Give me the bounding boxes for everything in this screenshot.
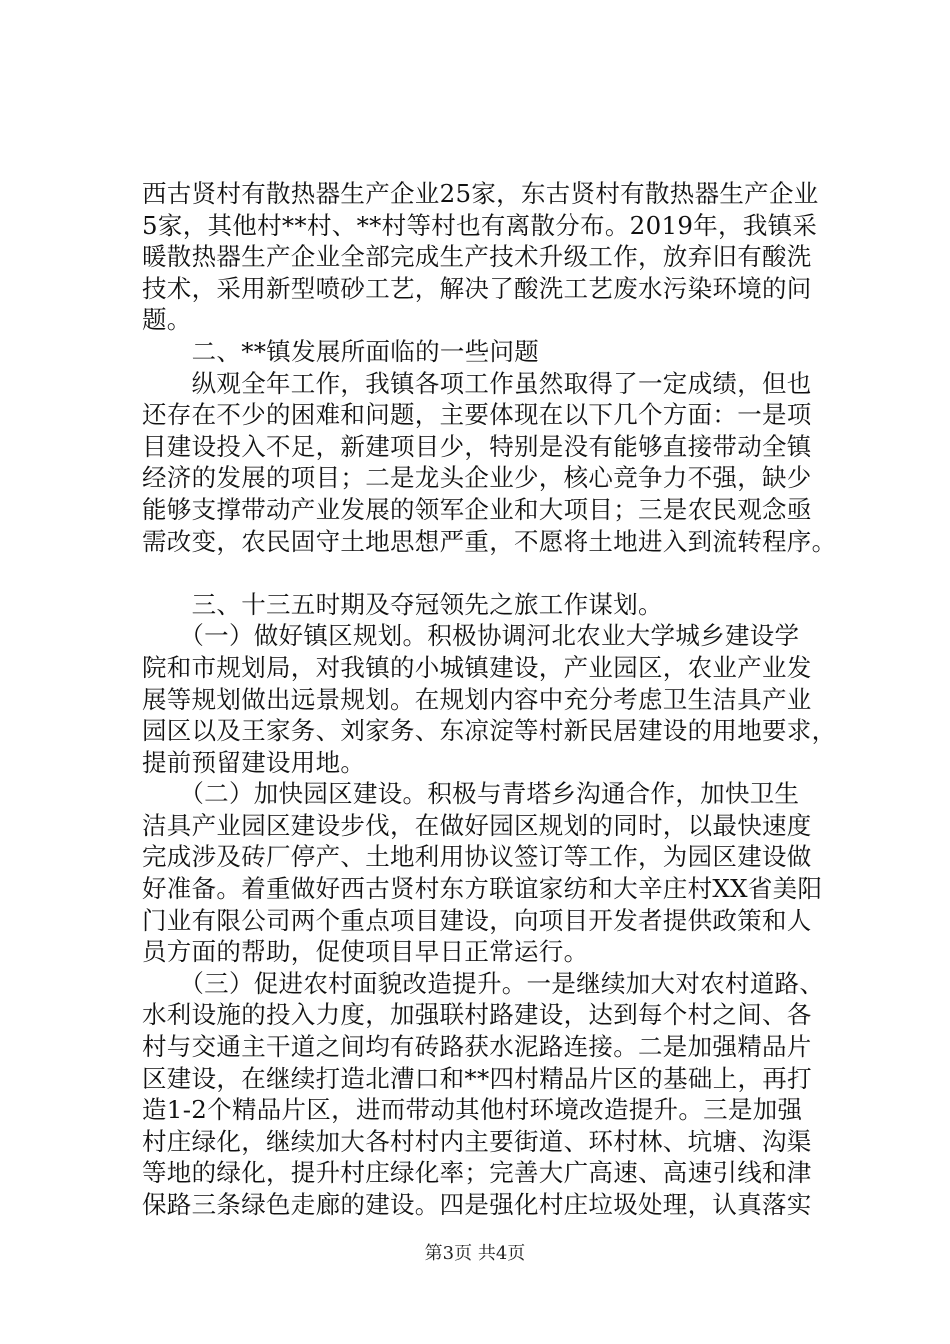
text-line: 门业有限公司两个重点项目建设，向项目开发者提供政策和人 xyxy=(142,905,812,935)
text-line: 展等规划做出远景规划。在规划内容中充分考虑卫生洁具产业 xyxy=(142,684,812,714)
text-line: 三、十三五时期及夺冠领先之旅工作谋划。 xyxy=(142,589,663,619)
text-line: 经济的发展的项目；二是龙头企业少，核心竞争力不强，缺少 xyxy=(142,463,812,493)
text-line: 洁具产业园区建设步伐，在做好园区规划的同时，以最快速度 xyxy=(142,810,812,840)
text-line: 技术，采用新型喷砂工艺，解决了酸洗工艺废水污染环境的问 xyxy=(142,273,812,303)
text-line: 造1-2个精品片区，进而带动其他村环境改造提升。三是加强 xyxy=(142,1095,803,1125)
text-line: 好准备。着重做好西古贤村东方联谊家纺和大辛庄村XX省美阳 xyxy=(142,874,823,904)
text-line: 村庄绿化，继续加大各村村内主要街道、环村林、坑塘、沟渠 xyxy=(142,1126,812,1156)
document-body xyxy=(142,178,854,1221)
text-line: 纵观全年工作，我镇各项工作虽然取得了一定成绩，但也 xyxy=(142,368,812,398)
page-footer: 第3页 共4页 xyxy=(424,1243,526,1264)
text-line: 还存在不少的困难和问题，主要体现在以下几个方面：一是项 xyxy=(142,400,812,430)
text-line: 目建设投入不足，新建项目少，特别是没有能够直接带动全镇 xyxy=(142,431,812,461)
text-line: 暖散热器生产企业全部完成生产技术升级工作，放弃旧有酸洗 xyxy=(142,242,812,272)
text-line: 员方面的帮助，促使项目早日正常运行。 xyxy=(142,937,589,967)
text-line: 能够支撑带动产业发展的领军企业和大项目；三是农民观念亟 xyxy=(142,494,812,524)
text-line: 5家，其他村**村、**村等村也有离散分布。2019年，我镇采 xyxy=(142,210,818,240)
text-line: 水利设施的投入力度，加强联村路建设，达到每个村之间、各 xyxy=(142,1000,812,1030)
text-line: 二、**镇发展所面临的一些问题 xyxy=(142,336,540,366)
text-line: 园区以及王家务、刘家务、东凉淀等村新民居建设的用地要求， xyxy=(142,716,837,746)
text-line: （二）加快园区建设。积极与青塔乡沟通合作，加快卫生 xyxy=(142,779,800,809)
text-line: 提前预留建设用地。 xyxy=(142,747,366,777)
text-line: 院和市规划局，对我镇的小城镇建设，产业园区，农业产业发 xyxy=(142,652,812,682)
text-line: （三）促进农村面貌改造提升。一是继续加大对农村道路、 xyxy=(142,968,825,998)
text-line: 等地的绿化，提升村庄绿化率；完善大广高速、高速引线和津 xyxy=(142,1158,812,1188)
text-line: 区建设，在继续打造北漕口和**四村精品片区的基础上，再打 xyxy=(142,1063,812,1093)
text-line: 需改变，农民固守土地思想严重，不愿将土地进入到流转程序。 xyxy=(142,526,837,556)
text-line: 题。 xyxy=(142,305,192,335)
text-line: 完成涉及砖厂停产、土地利用协议签订等工作，为园区建设做 xyxy=(142,842,812,872)
paragraph-gap xyxy=(142,557,854,589)
text-line: 保路三条绿色走廊的建设。四是强化村庄垃圾处理，认真落实 xyxy=(142,1190,812,1219)
text-line: 村与交通主干道之间均有砖路获水泥路连接。二是加强精品片 xyxy=(142,1032,812,1062)
text-line: （一）做好镇区规划。积极协调河北农业大学城乡建设学 xyxy=(142,621,800,651)
text-line: 西古贤村有散热器生产企业25家，东古贤村有散热器生产企业 xyxy=(142,179,819,208)
